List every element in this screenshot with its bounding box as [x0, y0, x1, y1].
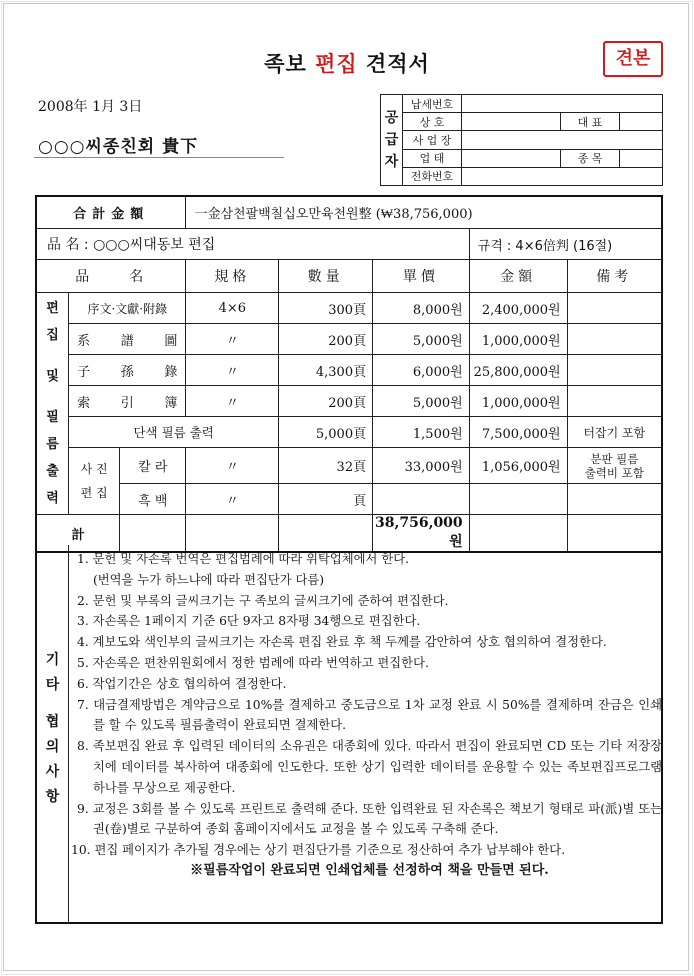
row-note — [567, 324, 662, 355]
row-spec: 4×6 — [186, 293, 279, 324]
note-item: 3. 자손록은 1페이지 기준 6단 9자고 8자평 34행으로 편집한다. — [77, 614, 421, 629]
table-row — [36, 324, 662, 355]
row-amount: 25,800,000원 — [469, 355, 567, 386]
supplier-label-char: 급 — [384, 132, 399, 148]
note-item: 2. 문헌 및 부록의 글씨크기는 구 족보의 글씨크기에 준하여 편집한다. — [77, 593, 449, 608]
row-qty: 4,300頁 — [279, 355, 373, 386]
notes-label-char: 의 — [45, 739, 60, 755]
row-name: 子 孫 錄 — [69, 355, 186, 386]
section-label-char: 및 — [46, 369, 59, 384]
supplier-label-char: 자 — [384, 154, 399, 170]
note-item: 4. 계보도와 색인부의 글씨크기는 자손록 편집 완료 후 책 두께를 감안하여 상호 협의하여 결정한다. — [77, 635, 607, 650]
note-item: 10. 편집 페이지가 추가될 경우에는 상기 편집단가를 기준으로 정산하여 추가 납부해야 한다. — [71, 843, 566, 858]
col-qty: 數量 — [279, 260, 373, 293]
supplier-label-char: 공 — [384, 110, 399, 126]
row-note-line: 출력비 포함 — [584, 465, 644, 480]
title-text-end: 견적서 — [357, 52, 430, 76]
row-price: 6,000원 — [373, 355, 470, 386]
sum-label: 計 — [36, 515, 120, 553]
notes-label-char: 항 — [45, 789, 60, 805]
note-item: (번역을 누가 하느냐에 따라 편집단가 다름) — [93, 572, 325, 587]
row-amount: 1,000,000원 — [469, 324, 567, 355]
section-label-char: 집 — [46, 328, 59, 343]
row-note — [567, 386, 662, 417]
phone-value — [462, 167, 663, 185]
issue-date: 2008年 1月 3日 — [38, 99, 143, 115]
row-spec: 〃 — [186, 448, 279, 484]
note-item: 7. 대금결제방법은 계약금으로 10%를 결제하고 중도금으로 1차 교정 완료 시 50%를 결제하며 잔금은 인쇄를 할 수 있도록 필름출력이 완료되면 결제한다. — [77, 697, 662, 733]
business-type-value — [462, 149, 561, 167]
section-label-char: 름 — [46, 437, 59, 452]
notes-label-char: 기 — [45, 652, 60, 668]
row-note — [567, 355, 662, 386]
note-item: 1. 문헌 및 자손록 번역은 편집범례에 따라 위탁업체에서 한다. — [77, 552, 410, 566]
row-name: 흑 백 — [120, 484, 186, 515]
row-qty: 200頁 — [279, 386, 373, 417]
recipient-underline — [34, 157, 284, 158]
row-note: 터잡기 포함 — [567, 417, 662, 448]
note-item: 8. 족보편집 완료 후 입력된 데이터의 소유권은 대종회에 있다. 따라서 편집이 완료되면 CD 또는 기타 저장장치에 데이터를 복사하여 대종회에 인도한다. 또한 상기 입력한 데이터를 운용할 수 있는 족보편집프로그램 하나를 무상으로 제공한다. — [77, 739, 662, 795]
tax-number-label: 납세번호 — [403, 95, 462, 113]
representative-value — [620, 113, 663, 131]
row-note — [567, 484, 662, 515]
row-qty: 300頁 — [279, 293, 373, 324]
table-row — [36, 484, 662, 515]
row-spec: 〃 — [186, 355, 279, 386]
row-note — [567, 293, 662, 324]
company-name-label: 상 호 — [403, 113, 462, 131]
row-name: 칼 라 — [120, 448, 186, 484]
row-price — [373, 484, 470, 515]
row-price: 5,000원 — [373, 324, 470, 355]
business-type-label: 업 태 — [403, 149, 462, 167]
supplier-label — [381, 95, 403, 186]
business-address-value — [462, 131, 663, 149]
estimate-table — [35, 195, 663, 553]
row-amount: 2,400,000원 — [469, 293, 567, 324]
section-label-char — [37, 390, 68, 404]
total-amount-label: 合計金額 — [36, 196, 186, 229]
table-row — [36, 386, 662, 417]
photo-group-label-line: 편 집 — [80, 486, 108, 500]
sum-amount: 38,756,000원 — [373, 515, 470, 553]
business-item-value — [620, 149, 663, 167]
row-price: 1,500원 — [373, 417, 470, 448]
row-spec: 〃 — [186, 386, 279, 417]
section-label-char: 편 — [46, 301, 59, 316]
company-name-value — [462, 113, 561, 131]
col-amount: 金額 — [469, 260, 567, 293]
notes-section — [35, 545, 663, 924]
table-row — [36, 293, 662, 324]
row-price: 33,000원 — [373, 448, 470, 484]
row-name: 系 譜 圖 — [69, 324, 186, 355]
business-address-label: 사 업 장 — [403, 131, 462, 149]
row-amount: 1,000,000원 — [469, 386, 567, 417]
notes-label-char: 협 — [45, 714, 60, 730]
section-label-char: 출 — [46, 464, 59, 479]
row-note — [567, 448, 662, 484]
row-name: 索 引 簿 — [69, 386, 186, 417]
col-note: 備考 — [567, 260, 662, 293]
row-qty: 32頁 — [279, 448, 373, 484]
section-label-char: 력 — [46, 491, 59, 506]
table-row — [36, 355, 662, 386]
total-amount-value: 一金삼천팔백칠십오만육천원整 (₩38,756,000) — [186, 196, 662, 229]
recipient: ○○○씨종친회 貴下 — [38, 137, 199, 157]
row-qty: 5,000頁 — [279, 417, 373, 448]
phone-label: 전화번호 — [403, 167, 462, 185]
col-name: 品 名 — [36, 260, 186, 293]
row-price: 5,000원 — [373, 386, 470, 417]
note-item: 9. 교정은 3회를 볼 수 있도록 프린트로 출력해 준다. 또한 입력완료 된 자손록은 책보기 형태로 파(派)별 또는 권(卷)별로 구분하여 종회 홈페이지에서도 교정을 볼 수 있도록 구축해 준다. — [77, 801, 662, 837]
notes-label-char: 사 — [45, 764, 60, 780]
row-note-line: 분판 필름 — [590, 451, 639, 466]
row-price: 8,000원 — [373, 293, 470, 324]
business-item-label: 종 목 — [561, 149, 620, 167]
item-name: 品 名 : ○○○씨대동보 편집 — [36, 229, 469, 260]
row-amount — [469, 484, 567, 515]
photo-group-label-line: 사 진 — [80, 462, 108, 476]
section-label-char — [37, 349, 68, 363]
supplier-table — [380, 94, 663, 186]
tax-number-value — [462, 95, 663, 113]
table-row — [36, 417, 662, 448]
row-spec: 〃 — [186, 484, 279, 515]
row-qty: 200頁 — [279, 324, 373, 355]
document-title — [0, 48, 694, 78]
table-row — [36, 448, 662, 484]
title-text: 족보 — [264, 52, 316, 76]
row-amount: 1,056,000원 — [469, 448, 567, 484]
row-spec: 〃 — [186, 324, 279, 355]
notes-label-char — [37, 698, 68, 710]
title-highlight: 편집 — [315, 52, 358, 76]
notes-label — [37, 545, 69, 922]
row-amount: 7,500,000원 — [469, 417, 567, 448]
sample-stamp: 견본 — [603, 41, 663, 77]
photo-group-label — [69, 448, 120, 515]
col-price: 單價 — [373, 260, 470, 293]
col-spec: 規格 — [186, 260, 279, 293]
representative-label: 대 표 — [561, 113, 620, 131]
row-name: 序文·文獻·附錄 — [69, 293, 186, 324]
notes-body — [71, 549, 662, 882]
note-item: 5. 자손록은 편찬위원회에서 정한 범례에 따라 번역하고 편집한다. — [77, 655, 429, 670]
item-spec: 규격 : 4×6倍判 (16절) — [469, 229, 662, 260]
notes-label-char: 타 — [45, 677, 60, 693]
note-item: 6. 작업기간은 상호 협의하여 결정한다. — [77, 676, 287, 691]
section-label-char: 필 — [46, 410, 59, 425]
row-name: 단색 필름 출력 — [69, 417, 279, 448]
section-label — [36, 293, 69, 515]
final-note: ※필름작업이 완료되면 인쇄업체를 선정하여 책을 만들면 된다. — [190, 862, 549, 878]
row-qty: 頁 — [279, 484, 373, 515]
table-header — [36, 260, 662, 293]
